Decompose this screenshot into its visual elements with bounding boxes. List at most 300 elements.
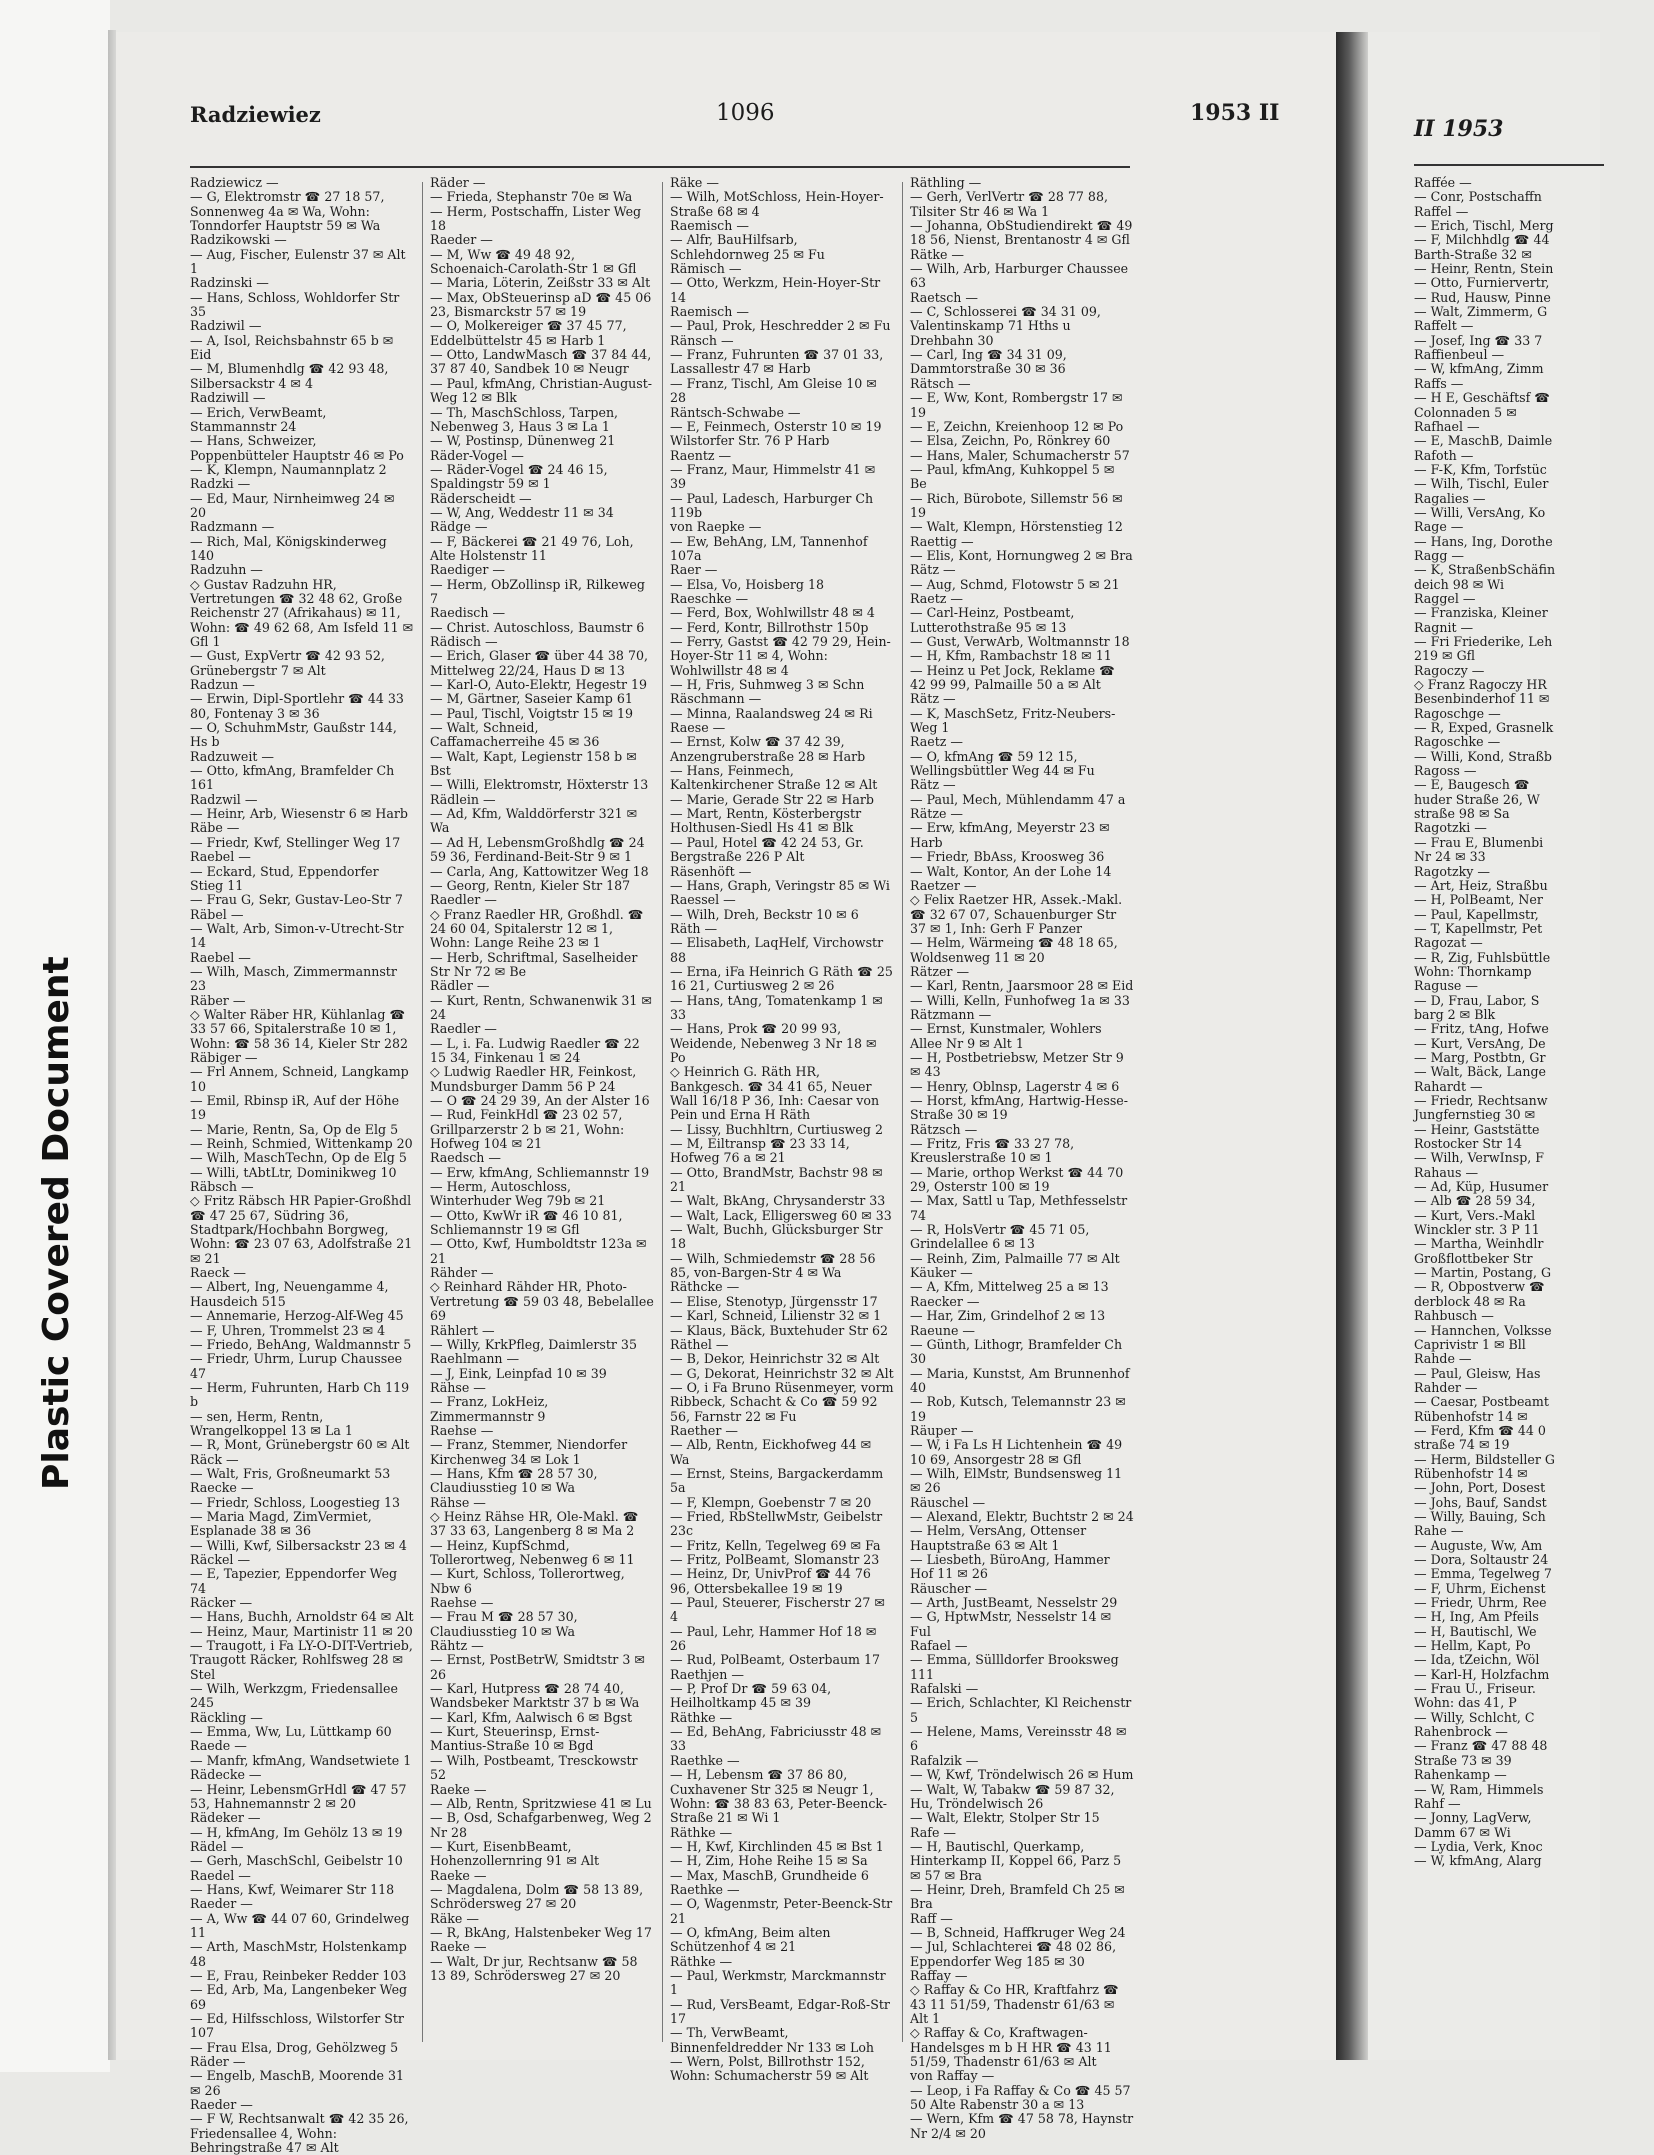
facing-entry: Rage — — [1414, 519, 1464, 535]
facing-entry: — H, PolBeamt, Ner — [1414, 892, 1543, 908]
directory-entry: — sen, Herm, Rentn, Wrangelkoppel 13 ✉ La 1 — [190, 1408, 353, 1438]
directory-entry: — Karl, Rentn, Jaarsmoor 28 ✉ Eid — [910, 978, 1134, 994]
directory-entry: — Heinr, Arb, Wiesenstr 6 ✉ Harb — [190, 806, 408, 822]
facing-entry: — Fri Friederike, Leh — [1414, 634, 1553, 649]
directory-entry: Raethjen — — [670, 1666, 744, 1682]
facing-entry: — Walt, Zimmerm, G — [1414, 304, 1548, 320]
directory-entry: Räthel — — [670, 1336, 729, 1352]
directory-entry: — Hans, Kfm ☎ 28 57 30, Claudiusstieg 10 ✉ Wa — [430, 1465, 598, 1496]
facing-entry: — Heinr, Gaststätte — [1414, 1121, 1540, 1137]
directory-entry: Raff — — [910, 1910, 953, 1926]
facing-entry: — Willi, Kond, Straßb — [1414, 748, 1552, 764]
directory-entry: — Otto, kfmAng, Bramfelder Ch 161 — [190, 763, 395, 793]
directory-entry: Raetzer — — [910, 877, 977, 893]
directory-entry: — Hans, Schloss, Wohldorfer Str 35 — [190, 289, 400, 320]
facing-entry: — R, Obpostverw ☎ — [1414, 1279, 1545, 1295]
running-head — [116, 102, 1336, 142]
directory-entry: Räckling — — [190, 1709, 263, 1725]
column-1 — [190, 175, 414, 2155]
directory-entry: — Willy, KrkPfleg, Daimlerstr 35 — [430, 1336, 637, 1352]
directory-entry: — Ferd, Box, Wohlwillstr 48 ✉ 4 — [670, 605, 875, 621]
facing-entry: Raguse — — [1414, 978, 1478, 994]
directory-entry: Rädisch — — [430, 634, 498, 649]
facing-entry: ◇ Franz Ragoczy HR — [1414, 677, 1547, 693]
facing-entry: — Dora, Soltaustr 24 — [1414, 1552, 1549, 1567]
directory-entry: Raehse — — [430, 1595, 494, 1611]
directory-entry: — Helm, VersAng, Ottenser Hauptstraße 63 ✉ Alt 1 — [910, 1523, 1087, 1553]
facing-entry: — Lydia, Verk, Knoc — [1414, 1838, 1543, 1854]
directory-entry: — Klaus, Bäck, Buxtehuder Str 62 — [670, 1322, 889, 1338]
directory-entry: — Erich, Schlachter, Kl Reichenstr 5 — [910, 1695, 1132, 1725]
directory-entry: — Maria, Löterin, Zeißstr 33 ✉ Alt — [430, 275, 651, 291]
directory-entry: Rätzsch — — [910, 1121, 978, 1137]
directory-entry: — K, MaschSetz, Fritz-Neubers-Weg 1 — [910, 705, 1116, 736]
directory-entry: Rädecke — — [190, 1767, 262, 1783]
directory-entry: — Liesbeth, BüroAng, Hammer Hof 11 ✉ 26 — [910, 1552, 1110, 1582]
facing-entry: — H, Ing, Am Pfeils — [1414, 1609, 1539, 1625]
directory-entry: — F, Bäckerei ☎ 21 49 76, Loh, Alte Holstenstr 11 — [430, 533, 634, 563]
directory-entry: Radziwill — — [190, 390, 266, 406]
directory-entry: Räke — — [670, 175, 719, 190]
facing-entry: 219 ✉ Gfl — [1414, 648, 1476, 664]
directory-entry: — Erw, kfmAng, Schliemannstr 19 — [430, 1164, 650, 1180]
facing-entry: — Marg, Postbtn, Gr — [1414, 1049, 1546, 1065]
directory-entry: Raeke — — [430, 1781, 487, 1797]
directory-entry: — Ernst, Kunstmaler, Wohlers Allee Nr 9 ✉ Alt 1 — [910, 1021, 1102, 1051]
directory-entry: — Ferd, Kontr, Billrothstr 150p — [670, 619, 869, 635]
directory-entry: — Alb, Rentn, Spritzwiese 41 ✉ Lu — [430, 1795, 652, 1811]
directory-entry: Raehlmann — — [430, 1351, 520, 1367]
directory-entry: — Walt, Kapt, Legienstr 158 b ✉ Bst — [430, 748, 637, 779]
directory-entry: Radzki — — [190, 476, 251, 492]
directory-entry: — Jul, Schlachterei ☎ 48 02 86, Eppendorfer Weg 185 ✉ 30 — [910, 1939, 1117, 1969]
facing-entry: Colonnaden 5 ✉ — [1414, 404, 1517, 420]
directory-entry: Raethke — — [670, 1752, 740, 1768]
directory-entry: — Elise, Stenotyp, Jürgensstr 17 — [670, 1293, 878, 1309]
directory-entry: — Hans, Prok ☎ 20 99 93, Weidende, Nebenweg 3 Nr 18 ✉ Po — [670, 1021, 877, 1065]
directory-entry: — Rob, Kutsch, Telemannstr 23 ✉ 19 — [910, 1394, 1126, 1424]
directory-entry: — Reinh, Schmied, Wittenkamp 20 — [190, 1136, 413, 1152]
directory-entry: ◇ Walter Räber HR, Kühlanlag ☎ 33 57 66, Spitalerstraße 10 ✉ 1, Wohn: ☎ 58 36 14, Kieler Str 282 — [190, 1006, 409, 1051]
directory-entry: Räcker — — [190, 1595, 253, 1611]
directory-entry: — H, kfmAng, Im Gehölz 13 ✉ 19 — [190, 1824, 403, 1840]
directory-entry: Räck — — [190, 1451, 239, 1467]
facing-entry: Ragozat — — [1414, 935, 1483, 951]
directory-entry: — E, Zeichn, Kreienhoop 12 ✉ Po — [910, 418, 1124, 434]
directory-entry: — Wilh, MaschTechn, Op de Elg 5 — [190, 1150, 407, 1166]
directory-entry: — E, Ww, Kont, Rombergstr 17 ✉ 19 — [910, 390, 1123, 420]
directory-entry: — Kurt, EisenbBeamt, Hohenzollernring 91 ✉ Alt — [430, 1838, 600, 1869]
facing-entry: Rahenbrock — — [1414, 1724, 1508, 1740]
directory-columns — [190, 175, 1142, 2155]
directory-entry: Raethke — — [670, 1881, 740, 1897]
facing-entry: — Frau E, Blumenbi — [1414, 834, 1544, 850]
facing-entry: — H, Bautischl, We — [1414, 1623, 1537, 1639]
directory-entry: — Karl, Schneid, Lilienstr 32 ✉ 1 — [670, 1308, 882, 1324]
facing-entry: Caprivistr 1 ✉ Bll — [1414, 1336, 1526, 1352]
directory-entry: — M, Blumenhdlg ☎ 42 93 48, Silbersackstr 4 ✉ 4 — [190, 361, 389, 391]
facing-entry: — Karl-H, Holzfachm — [1414, 1666, 1550, 1682]
directory-entry: Raedisch — — [430, 605, 506, 621]
directory-entry: — W, Ang, Weddestr 11 ✉ 34 — [430, 504, 614, 520]
directory-entry: Ränsch — — [670, 332, 734, 348]
directory-entry: — Gerh, VerlVertr ☎ 28 77 88, Tilsiter Str 46 ✉ Wa 1 — [910, 189, 1108, 219]
directory-entry: — O, SchuhmMstr, Gaußstr 144, Hs b — [190, 720, 397, 750]
directory-entry: — Herm, Fuhrunten, Harb Ch 119 b — [190, 1379, 410, 1410]
facing-entry: — Conr, Postschaffn — [1414, 189, 1542, 205]
directory-entry: Rafael — — [910, 1638, 968, 1654]
directory-entry: — Max, MaschB, Grundheide 6 — [670, 1867, 869, 1883]
facing-entry: Winckler str. 3 P 11 — [1414, 1222, 1540, 1238]
directory-entry: Radzikowski — — [190, 232, 287, 248]
directory-entry: Rafalski — — [910, 1681, 979, 1697]
directory-entry: — Friedo, BehAng, Waldmannstr 5 — [190, 1336, 412, 1352]
facing-entry: Rahf — — [1414, 1795, 1461, 1811]
directory-entry: Raessel — — [670, 892, 736, 908]
directory-entry: — Wilh, ElMstr, Bundsensweg 11 ✉ 26 — [910, 1465, 1123, 1496]
directory-entry: — Maria Magd, ZimVermiet, Esplanade 38 ✉ 36 — [190, 1508, 372, 1539]
directory-entry: — Ferry, Gastst ☎ 42 79 29, Hein-Hoyer-Str 11 ✉ 4, Wohn: Wohlwillstr 48 ✉ 4 — [670, 634, 891, 678]
directory-entry: — Franz, Tischl, Am Gleise 10 ✉ 28 — [670, 375, 877, 406]
directory-entry: — Th, VerwBeamt, Binnenfeldredder Nr 133 ✉ Loh — [670, 2025, 875, 2055]
directory-entry: Raedler — — [430, 892, 497, 908]
directory-entry: Rätz — — [910, 691, 956, 707]
directory-entry: — Paul, Werkmstr, Marckmannstr 1 — [670, 1967, 886, 1998]
directory-entry: — H, Lebensm ☎ 37 86 80, Cuxhavener Str 325 ✉ Neugr 1, Wohn: ☎ 38 83 63, Peter-Beenck-Straße 21 ✉ Wi 1 — [670, 1767, 888, 1826]
column-divider — [902, 182, 903, 2042]
facing-entry: — Willy, Bauing, Sch — [1414, 1508, 1546, 1524]
directory-entry: — Rich, Bürobote, Sillemstr 56 ✉ 19 — [910, 490, 1123, 520]
facing-entry: — John, Port, Dosest — [1414, 1480, 1546, 1496]
facing-entry: — Josef, Ing ☎ 33 7 — [1414, 332, 1543, 348]
directory-entry: — J, Eink, Leinpfad 10 ✉ 39 — [430, 1365, 607, 1381]
directory-entry: — R, HolsVertr ☎ 45 71 05, Grindelallee 6 ✉ 13 — [910, 1222, 1090, 1252]
directory-entry: — Kurt, Steuerinsp, Ernst-Mantius-Straße 10 ✉ Bgd — [430, 1724, 600, 1754]
facing-entry: — Hellm, Kapt, Po — [1414, 1638, 1531, 1654]
directory-entry: Räth — — [670, 920, 718, 936]
directory-entry: Räder — — [430, 175, 486, 190]
directory-entry: — C, Schlosserei ☎ 34 31 09, Valentinskamp 71 Hths u Drehbahn 30 — [910, 304, 1101, 348]
directory-entry: — Herm, Autoschloss, Winterhuder Weg 79b ✉ 21 — [430, 1179, 606, 1209]
directory-entry: — P, Prof Dr ☎ 59 63 04, Heilholtkamp 45 ✉ 39 — [670, 1681, 832, 1711]
directory-entry: — Karl-O, Auto-Elektr, Hegestr 19 — [430, 677, 648, 693]
facing-entry: — Martha, Weinhdlr — [1414, 1236, 1544, 1252]
directory-entry: Raetz — — [910, 734, 964, 750]
directory-entry: — F, Klempn, Goebenstr 7 ✉ 20 — [670, 1494, 872, 1510]
directory-entry: — H, Kfm, Rambachstr 18 ✉ 11 — [910, 648, 1112, 664]
directory-entry: Raemisch — — [670, 218, 749, 234]
facing-entry: Rahbusch — — [1414, 1308, 1494, 1324]
facing-entry: — T, Kapellmstr, Pet — [1414, 920, 1543, 936]
directory-entry: — Aug, Schmd, Flotowstr 5 ✉ 21 — [910, 576, 1120, 592]
directory-entry: — Hans, Schweizer, Poppenbütteler Hauptstr 46 ✉ Po — [190, 433, 404, 463]
directory-entry: — Aug, Fischer, Eulenstr 37 ✉ Alt 1 — [190, 246, 406, 277]
directory-entry: — Wilh, MotSchloss, Hein-Hoyer-Straße 68 ✉ 4 — [670, 189, 884, 219]
facing-entry: — Franz ☎ 47 88 48 — [1414, 1738, 1548, 1754]
directory-entry: — Horst, kfmAng, Hartwig-Hesse-Straße 30 ✉ 19 — [910, 1093, 1128, 1123]
directory-entry: Rätz — — [910, 562, 956, 578]
directory-entry: Radzwil — — [190, 791, 258, 807]
directory-entry: — Annemarie, Herzog-Alf-Weg 45 — [190, 1308, 404, 1324]
directory-entry: — Fried, RbStellwMstr, Geibelstr 23c — [670, 1508, 883, 1539]
directory-entry: Radzun — — [190, 677, 255, 693]
directory-entry: — Georg, Rentn, Kieler Str 187 — [430, 877, 631, 893]
facing-entry: Damm 67 ✉ Wi — [1414, 1824, 1511, 1840]
directory-entry: Rählert — — [430, 1322, 495, 1338]
directory-entry: — Th, MaschSchloss, Tarpen, Nebenweg 3, Haus 3 ✉ La 1 — [430, 404, 619, 434]
directory-entry: — W, i Fa Ls H Lichtenhein ☎ 49 10 69, Ansorgestr 28 ✉ Gfl — [910, 1437, 1123, 1467]
facing-entry: — Friedr, Rechtsanw — [1414, 1093, 1548, 1108]
facing-column — [1414, 176, 1654, 2046]
column-3 — [670, 175, 894, 2084]
directory-entry: — Wilh, Arb, Harburger Chaussee 63 — [910, 261, 1129, 291]
directory-entry: — Ed, BehAng, Fabriciusstr 48 ✉ 33 — [670, 1724, 882, 1754]
directory-entry: Radzuweit — — [190, 748, 275, 764]
directory-entry: Räuschel — — [910, 1494, 986, 1510]
directory-entry: — Herm, Postschaffn, Lister Weg 18 — [430, 203, 642, 234]
directory-entry: — Ad H, LebensmGroßhdlg ☎ 24 59 36, Ferdinand-Beit-Str 9 ✉ 1 — [430, 834, 645, 865]
facing-entry: Rafoth — — [1414, 447, 1474, 463]
directory-entry: Radzuhn — — [190, 562, 263, 578]
directory-entry: Rädeker — — [190, 1810, 261, 1826]
directory-entry: — G, HptwMstr, Nesselstr 14 ✉ Ful — [910, 1609, 1112, 1639]
directory-entry: — Frau M ☎ 28 57 30, Claudiusstieg 10 ✉ Wa — [430, 1609, 578, 1639]
directory-entry: — Arth, JustBeamt, Nesselstr 29 — [910, 1595, 1118, 1611]
facing-entry: Ragoss — — [1414, 763, 1477, 779]
facing-entry: Rübenhofstr 14 ✉ — [1414, 1465, 1528, 1481]
facing-entry: — Fritz, tAng, Hofwe — [1414, 1021, 1549, 1037]
directory-entry: Rafe — — [910, 1824, 956, 1840]
directory-entry: — O, Wagenmstr, Peter-Beenck-Str 21 — [670, 1896, 893, 1926]
directory-entry: — H, Fris, Suhmweg 3 ✉ Schn — [670, 677, 865, 693]
directory-entry: Rätze — — [910, 806, 964, 822]
directory-entry: Räthcke — — [670, 1279, 740, 1295]
directory-entry: Raeder — — [190, 2097, 253, 2113]
facing-entry: Rafhael — — [1414, 418, 1480, 434]
directory-entry: Raetz — — [910, 590, 964, 606]
directory-entry: — Willi, Kwf, Silbersackstr 23 ✉ 4 — [190, 1537, 407, 1553]
directory-entry: — Heinz, KupfSchmd, Tollerortweg, Nebenweg 6 ✉ 11 — [430, 1537, 635, 1567]
directory-entry: Raeune — — [910, 1322, 976, 1338]
directory-entry: — Mart, Rentn, Kösterbergstr Holthusen-Siedl Hs 41 ✉ Blk — [670, 806, 862, 836]
facing-entry: — W, kfmAng, Zimm — [1414, 361, 1544, 377]
directory-entry: — Henry, Oblnsp, Lagerstr 4 ✉ 6 — [910, 1078, 1120, 1094]
directory-entry: — M, Gärtner, Saseier Kamp 61 — [430, 691, 633, 707]
directory-entry: — Frau Elsa, Drog, Gehölzweg 5 — [190, 2039, 399, 2055]
column-2 — [430, 176, 654, 2056]
directory-entry: ◇ Fritz Räbsch HR Papier-Großhdl ☎ 47 25 67, Südring 36, Stadtpark/Hochbahn Borgweg, Wohn: ☎ 23 07 63, Adolfstraße 21 ✉ 21 — [190, 1193, 413, 1266]
directory-entry: — Ed, Arb, Ma, Langenbeker Weg 69 — [190, 1982, 408, 2012]
directory-entry: — Carl, Ing ☎ 34 31 09, Dammtorstraße 30 ✉ 36 — [910, 347, 1067, 377]
directory-entry: — Paul, Hotel ☎ 42 24 53, Gr. Bergstraße 226 P Alt — [670, 834, 864, 865]
directory-entry: Räschmann — — [670, 691, 762, 707]
directory-entry: — Emma, Süllldorfer Brooksweg 111 — [910, 1652, 1119, 1682]
directory-entry: — Wilh, Dreh, Beckstr 10 ✉ 6 — [670, 906, 859, 922]
directory-entry: — R, Mont, Grünebergstr 60 ✉ Alt — [190, 1437, 410, 1453]
directory-entry: Rätz — — [910, 777, 956, 793]
directory-entry: Räntsch-Schwabe — — [670, 404, 801, 420]
directory-entry: — Paul, Lehr, Hammer Hof 18 ✉ 26 — [670, 1623, 877, 1654]
directory-entry: — Fritz, Kelln, Tegelweg 69 ✉ Fa — [670, 1537, 881, 1553]
directory-entry: Raecker — — [910, 1293, 980, 1309]
directory-entry: — E, Feinmech, Osterstr 10 ✉ 19 Wilstorfer Str. 76 P Harb — [670, 418, 882, 449]
facing-entry: Raffs — — [1414, 375, 1464, 391]
facing-entry: Jungfernstieg 30 ✉ — [1414, 1107, 1536, 1123]
facing-entry: — Franziska, Kleiner — [1414, 605, 1548, 621]
directory-entry: Rähtz — — [430, 1638, 484, 1654]
directory-entry: — F W, Rechtsanwalt ☎ 42 35 26, Friedensallee 4, Wohn: Behringstraße 47 ✉ Alt — [190, 2111, 409, 2155]
facing-entry: — Willi, VersAng, Ko — [1414, 504, 1546, 520]
facing-entry: barg 2 ✉ Blk — [1414, 1006, 1496, 1022]
facing-entry: — Martin, Postang, G — [1414, 1265, 1552, 1281]
directory-entry: — Frieda, Stephanstr 70e ✉ Wa — [430, 189, 633, 205]
directory-entry: — Emil, Rbinsp iR, Auf der Höhe 19 — [190, 1093, 400, 1123]
facing-entry: straße 98 ✉ Sa — [1414, 806, 1510, 822]
directory-entry: — Elisabeth, LaqHelf, Virchowstr 88 — [670, 935, 884, 965]
facing-entry: — R, Exped, Grasnelk — [1414, 720, 1554, 736]
directory-entry: — Magdalena, Dolm ☎ 58 13 89, Schrödersweg 27 ✉ 20 — [430, 1881, 644, 1912]
directory-entry: — Max, Sattl u Tap, Methfesselstr 74 — [910, 1193, 1128, 1223]
directory-entry: — Walt, Klempn, Hörstenstieg 12 — [910, 519, 1123, 535]
facing-header-rule — [1414, 164, 1604, 166]
directory-entry: Raemisch — — [670, 304, 749, 320]
directory-entry: — Wilh, Postbeamt, Tresckowstr 52 — [430, 1752, 638, 1783]
directory-entry: — O, kfmAng, Beim alten Schützenhof 4 ✉ 21 — [670, 1924, 831, 1955]
directory-entry: Käuker — — [910, 1265, 973, 1281]
directory-entry: Raeschke — — [670, 590, 749, 606]
facing-entry: Rübenhofstr 14 ✉ — [1414, 1408, 1528, 1424]
facing-entry: — Wilh, VerwInsp, F — [1414, 1150, 1545, 1166]
directory-entry: — Walt, Schneid, Caffamacherreihe 45 ✉ 36 — [430, 720, 600, 750]
directory-entry: — B, Schneid, Haffkruger Weg 24 — [910, 1924, 1126, 1940]
facing-entry: huder Straße 26, W — [1414, 791, 1540, 807]
directory-entry: ◇ Heinrich G. Räth HR, Bankgesch. ☎ 34 41 65, Neuer Wall 16/18 P 36, Inh: Caesar von Pein und Erna H Räth — [670, 1064, 880, 1123]
facing-entry: — Erich, Tischl, Merg — [1414, 218, 1554, 234]
directory-entry: — H, Kwf, Kirchlinden 45 ✉ Bst 1 — [670, 1838, 884, 1854]
directory-entry: Rähder — — [430, 1265, 494, 1281]
directory-entry: Raetsch — — [910, 289, 979, 305]
directory-entry: — Heinr, LebensmGrHdl ☎ 47 57 53, Hahnemannstr 2 ✉ 20 — [190, 1781, 407, 1811]
facing-entry: derblock 48 ✉ Ra — [1414, 1293, 1526, 1309]
directory-entry: — O, Molkereiger ☎ 37 45 77, Eddelbüttelstr 45 ✉ Harb 1 — [430, 318, 627, 348]
directory-entry: — Christ. Autoschloss, Baumstr 6 — [430, 619, 645, 635]
directory-entry: Raeke — — [430, 1939, 487, 1955]
directory-entry: — Paul, Tischl, Voigtstr 15 ✉ 19 — [430, 705, 634, 721]
facing-entry: — K, StraßenbSchäfin — [1414, 562, 1556, 578]
directory-entry: Rädge — — [430, 519, 488, 535]
directory-entry: — Carla, Ang, Kattowitzer Weg 18 — [430, 863, 649, 879]
directory-entry: — Paul, kfmAng, Christian-August-Weg 12 ✉ Blk — [430, 375, 653, 406]
directory-entry: — Karl, Kfm, Aalwisch 6 ✉ Bgst — [430, 1709, 633, 1725]
directory-entry: von Raepke — — [670, 519, 762, 535]
directory-entry: — Walt, BkAng, Chrysanderstr 33 — [670, 1193, 886, 1209]
directory-entry: — Alb, Rentn, Eickhofweg 44 ✉ Wa — [670, 1437, 872, 1467]
directory-entry: — Traugott, i Fa LY-O-DIT-Vertrieb, Traugott Räcker, Rohlfsweg 28 ✉ Stel — [190, 1638, 413, 1682]
directory-entry: — Otto, Werkzm, Hein-Hoyer-Str 14 — [670, 275, 881, 305]
directory-entry: Raeder — — [190, 1896, 253, 1912]
directory-entry: — Walt, Fris, Großneumarkt 53 — [190, 1465, 391, 1481]
directory-entry: — Elsa, Zeichn, Po, Rönkrey 60 — [910, 433, 1111, 449]
directory-entry: Raebel — — [190, 949, 251, 965]
directory-entry: Rätzer — — [910, 963, 970, 979]
directory-entry: Rädel — — [190, 1838, 244, 1854]
facing-entry: Nr 24 ✉ 33 — [1414, 849, 1486, 865]
directory-entry: — Ernst, Steins, Bargackerdamm 5a — [670, 1465, 884, 1496]
directory-entry: — Erich, VerwBeamt, Stammannstr 24 — [190, 404, 327, 434]
facing-entry: Rahder — — [1414, 1379, 1478, 1395]
directory-entry: — B, Dekor, Heinrichstr 32 ✉ Alt — [670, 1351, 880, 1367]
directory-entry: — Helene, Mams, Vereinsstr 48 ✉ 6 — [910, 1724, 1127, 1754]
directory-entry: — M, Eiltransp ☎ 23 33 14, Hofweg 76 a ✉ 21 — [670, 1136, 850, 1166]
facing-entry: — Alb ☎ 28 59 34, — [1414, 1193, 1536, 1209]
facing-entry: — Heinr, Rentn, Stein — [1414, 261, 1554, 277]
directory-entry: — Leop, i Fa Raffay & Co ☎ 45 57 50 Alte Rabenstr 30 a ✉ 13 — [910, 2082, 1131, 2113]
directory-entry: — Hans, Buchh, Arnoldstr 64 ✉ Alt — [190, 1609, 414, 1625]
directory-entry: Raeck — — [190, 1265, 247, 1281]
facing-entry: Barth-Straße 32 ✉ — [1414, 246, 1532, 262]
directory-entry: — Gust, VerwArb, Woltmannstr 18 — [910, 634, 1130, 649]
directory-entry: — Walt, Lack, Elligersweg 60 ✉ 33 — [670, 1207, 892, 1223]
directory-entry: Rafalzik — — [910, 1752, 979, 1768]
binding-label: Plastic Covered Document — [36, 956, 77, 1490]
directory-entry: Rämisch — — [670, 261, 742, 277]
directory-entry: — Friedr, Uhrm, Lurup Chaussee 47 — [190, 1351, 403, 1381]
directory-entry: ◇ Raffay & Co HR, Kraftfahrz ☎ 43 11 51/59, Thadenstr 61/63 ✉ Alt 1 — [910, 1982, 1119, 2026]
directory-entry: — Albert, Ing, Neuengamme 4, Hausdeich 515 — [190, 1279, 389, 1309]
directory-entry: — Erw, kfmAng, Meyerstr 23 ✉ Harb — [910, 820, 1110, 850]
directory-entry: Räbsch — — [190, 1179, 254, 1195]
directory-entry: — Heinz, Maur, Martinistr 11 ✉ 20 — [190, 1623, 413, 1639]
directory-entry: — Friedr, Schloss, Loogestieg 13 — [190, 1494, 401, 1510]
directory-entry: Räke — — [430, 1910, 479, 1926]
directory-entry: — Otto, LandwMasch ☎ 37 84 44, 37 87 40, Sandbek 10 ✉ Neugr — [430, 347, 652, 377]
binding-strip — [0, 0, 110, 2072]
facing-entry: — R, Zig, Fuhlsbüttle — [1414, 949, 1551, 965]
facing-entry: — F, Milchhdlg ☎ 44 — [1414, 232, 1550, 248]
directory-entry: — Ad, Kfm, Walddörferstr 321 ✉ Wa — [430, 806, 638, 836]
directory-entry: Räthke — — [670, 1709, 733, 1725]
directory-entry: — Paul, Prok, Heschredder 2 ✉ Fu — [670, 318, 891, 334]
directory-entry: — G, Dekorat, Heinrichstr 32 ✉ Alt — [670, 1365, 894, 1381]
facing-entry: Raffée — — [1414, 175, 1472, 190]
directory-entry: Raeke — — [430, 1867, 487, 1883]
directory-entry: — Engelb, MaschB, Moorende 31 ✉ 26 — [190, 2068, 404, 2098]
facing-entry: — Kurt, Vers.-Makl — [1414, 1207, 1536, 1223]
facing-entry: — Caesar, Postbeamt — [1414, 1394, 1549, 1410]
facing-entry: — Ida, tZeichn, Wöl — [1414, 1652, 1540, 1668]
facing-entry: — Kurt, VersAng, De — [1414, 1035, 1546, 1051]
directory-entry: — Erich, Glaser ☎ über 44 38 70, Mittelweg 22/24, Haus D ✉ 13 — [430, 648, 648, 678]
directory-entry: Raecke — — [190, 1480, 254, 1496]
directory-entry: — Marie, Rentn, Sa, Op de Elg 5 — [190, 1121, 399, 1137]
directory-entry: ◇ Raffay & Co, Kraftwagen-Handelsges m b H HR ☎ 43 11 51/59, Thadenstr 61/63 ✉ Alt — [910, 2025, 1112, 2070]
directory-entry: Radzmann — — [190, 519, 275, 535]
directory-entry: Rätzmann — — [910, 1006, 992, 1022]
directory-entry: — E, Tapezier, Eppendorfer Weg 74 — [190, 1566, 398, 1596]
directory-entry: — Hans, Graph, Veringstr 85 ✉ Wi — [670, 877, 890, 893]
facing-entry: — E, MaschB, Daimle — [1414, 433, 1553, 449]
facing-entry: — Willy, Schlcht, C — [1414, 1709, 1535, 1725]
directory-entry: — Herm, ObZollinsp iR, Rilkeweg 7 — [430, 576, 645, 606]
directory-entry: Räderscheidt — — [430, 490, 532, 506]
directory-entry: — Walt, Dr jur, Rechtsanw ☎ 58 13 89, Schrödersweg 27 ✉ 20 — [430, 1953, 638, 1983]
directory-entry: ◇ Heinz Rähse HR, Ole-Makl. ☎ 37 33 63, Langenberg 8 ✉ Ma 2 — [430, 1508, 639, 1539]
facing-entry: Ragoczy — — [1414, 662, 1485, 678]
directory-entry: — B, Osd, Schafgarbenweg, Weg 2 Nr 28 — [430, 1810, 652, 1840]
directory-entry: — H, Postbetriebsw, Metzer Str 9 ✉ 43 — [910, 1049, 1124, 1080]
directory-entry: — Frau G, Sekr, Gustav-Leo-Str 7 — [190, 892, 403, 908]
directory-entry: — Wilh, Masch, Zimmermannstr 23 — [190, 963, 397, 994]
